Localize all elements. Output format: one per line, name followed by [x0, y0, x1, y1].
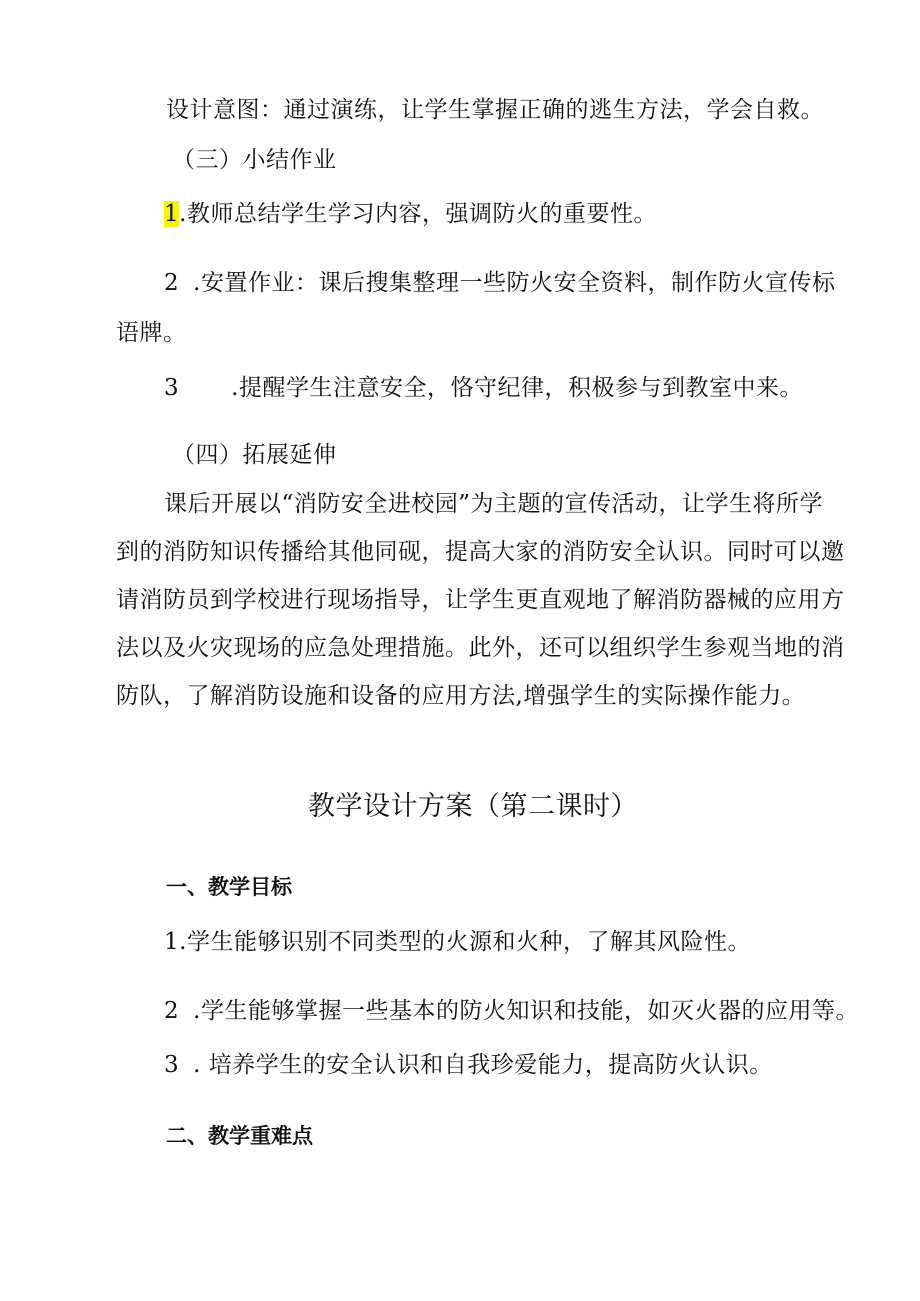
extension-line-4: 法以及火灾现场的应急处理措施。此外，还可以组织学生参观当地的消: [116, 635, 845, 661]
summary-item-2-text: .安置作业：课后搜集整理一些防火安全资料，制作防火宣传标: [193, 270, 836, 296]
goal-item-3: [164, 1050, 773, 1080]
goal-item-1-number: 1: [164, 929, 180, 955]
summary-item-1-number: 1: [164, 201, 180, 227]
extension-line-3: 请消防员到学校进行现场指导，让学生更直观地了解消防器械的应用方: [116, 587, 845, 613]
summary-item-3-text: .提醒学生注意安全，恪守纪律，积极参与到教室中来。: [231, 375, 803, 401]
difficulties-heading: 二、教学重难点: [166, 1124, 313, 1148]
summary-item-1-text: .教师总结学生学习内容，强调防火的重要性。: [179, 201, 657, 227]
extension-heading: （四）拓展延伸: [172, 442, 337, 468]
goal-item-3-text: . 培养学生的安全认识和自我珍爱能力，提高防火认识。: [193, 1052, 773, 1078]
goal-item-1-text: .学生能够识别不同类型的火源和火种，了解其风险性。: [179, 929, 751, 955]
goal-item-2-text: .学生能够掌握一些基本的防火知识和技能，如灭火器的应用等。: [193, 998, 859, 1024]
extension-line-2: 到的消防知识传播给其他同砚，提高大家的消防安全认识。同时可以邀: [116, 539, 845, 565]
summary-heading: （三）小结作业: [172, 147, 337, 173]
summary-item-3-number: 3: [164, 375, 180, 401]
goal-item-1: [164, 927, 751, 957]
summary-item-1: [164, 199, 657, 229]
goals-heading: 一、教学目标: [166, 875, 292, 899]
extension-line-1: 课后开展以“消防安全进校园”为主题的宣传活动，让学生将所学: [164, 491, 824, 517]
goal-item-3-number: 3: [164, 1052, 180, 1078]
summary-item-2: [164, 268, 835, 298]
goal-item-2: [164, 996, 859, 1026]
summary-item-3: [164, 373, 803, 403]
goal-item-2-number: 2: [164, 998, 180, 1024]
summary-item-2-continued: 语牌。: [116, 320, 187, 346]
design-intent: 设计意图：通过演练，让学生掌握正确的逃生方法，学会自救。: [166, 97, 824, 123]
summary-item-2-number: 2: [164, 270, 180, 296]
page-title: 教学设计方案（第二课时）: [308, 791, 638, 822]
extension-line-5: 防队，了解消防设施和设备的应用方法,增强学生的实际操作能力。: [116, 683, 806, 709]
